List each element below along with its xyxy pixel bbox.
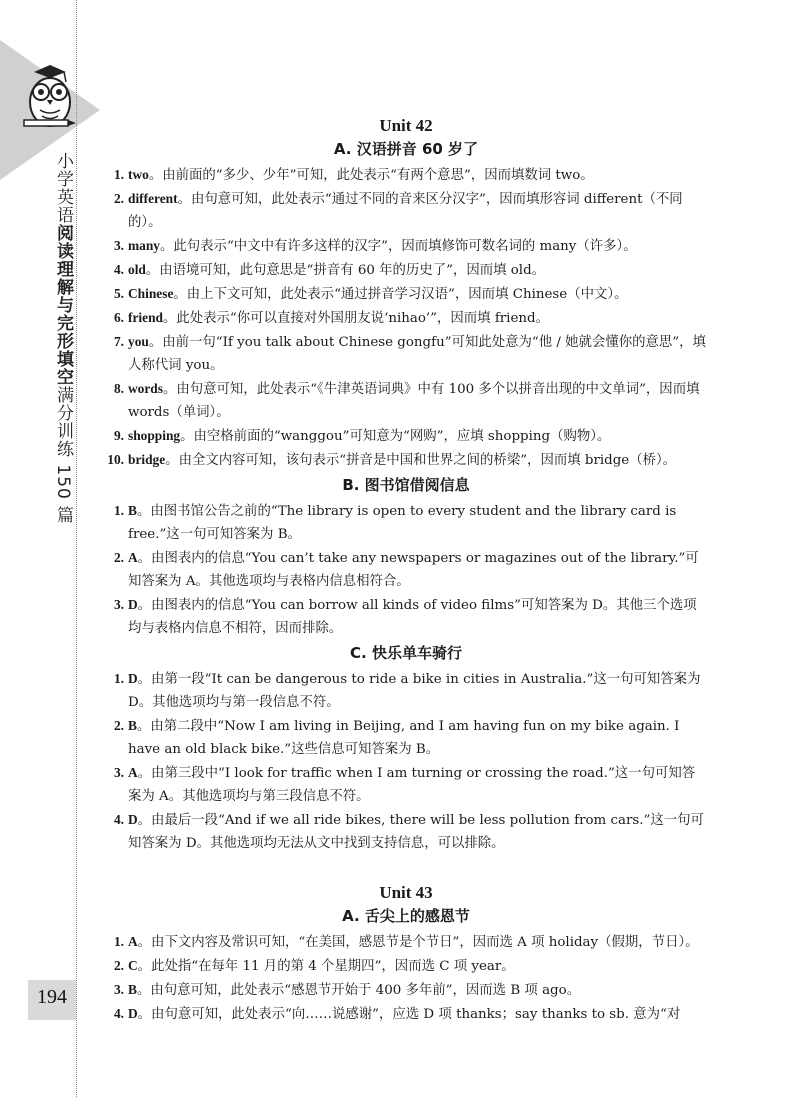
item-explanation: 。由图书馆公告之前的“The library is open to every student and the library card is free.”这一句可知答案为 B。 (128, 504, 677, 542)
item-answer: old (128, 262, 146, 277)
answer-item (104, 306, 708, 330)
item-number: 1. (113, 503, 124, 518)
unit-spacer (104, 855, 708, 877)
item-answer: D (128, 597, 138, 612)
section-title: A. 汉语拼音 60 岁了 (333, 140, 479, 158)
unit-title: Unit 43 (379, 883, 433, 902)
item-explanation: 。由句意可知，此处表示“向……说感谢”，应选 D 项 thanks；say thanks to sb. 意为“对 (137, 1007, 681, 1022)
item-explanation: 。由前面的“多少、少年”可知，此处表示“有两个意思”，因而填数词 two。 (148, 168, 594, 183)
item-answer: A (128, 550, 138, 565)
item-explanation: 。由第二段中“Now I am living in Beijing, and I am having fun on my bike again. I have an old black bike.”这些信息可知答案为 B。 (128, 719, 680, 757)
item-explanation: 。由最后一段“And if we all ride bikes, there will be less pollution from cars.”这一句可知答案为 D。其他选项均无法从文中找到支持信息，可以排除。 (128, 813, 704, 851)
item-explanation: 。由图表内的信息“You can borrow all kinds of video films”可知答案为 D。其他三个选项均与表格内信息不相符，因而排除。 (128, 598, 697, 636)
answer-item (104, 163, 708, 187)
answer-item (104, 424, 708, 448)
item-answer: D (128, 671, 138, 686)
section-title: B. 图书馆借阅信息 (342, 476, 470, 494)
item-number: 2. (113, 191, 124, 206)
item-number: 1. (113, 671, 124, 686)
owl-mascot-icon (20, 62, 80, 132)
item-answer: words (128, 381, 163, 396)
answer-item (104, 1002, 708, 1026)
item-answer: Chinese (128, 286, 174, 301)
item-explanation: 。由句意可知，此处表示“感恩节开始于 400 多年前”，因而选 B 项 ago。 (136, 983, 581, 998)
item-answer: C (128, 958, 138, 973)
answer-item (104, 330, 708, 377)
answer-item (104, 282, 708, 306)
answer-item (104, 448, 708, 472)
item-number: 2. (113, 718, 124, 733)
answer-item (104, 234, 708, 258)
item-number: 4. (113, 812, 124, 827)
answer-content (104, 110, 708, 1026)
item-answer: A (128, 934, 138, 949)
answer-item (104, 377, 708, 424)
item-explanation: 。由前一句“If you talk about Chinese gongfu”可知此处意为“他 / 她就会懂你的意思”，填人称代词 you。 (128, 335, 706, 373)
section-title: A. 舌尖上的感恩节 (342, 907, 470, 925)
item-answer: A (128, 765, 138, 780)
page-number: 194 (37, 986, 67, 1008)
item-explanation: 。此处表示“你可以直接对外国朋友说‘nihao’”，因而填 friend。 (162, 311, 549, 326)
item-explanation: 。由空格前面的“wanggou”可知意为“网购”，应填 shopping（购物）。 (180, 429, 611, 444)
item-number: 3. (113, 982, 124, 997)
item-explanation: 。由上下文可知，此处表示“通过拼音学习汉语”，因而填 Chinese（中文）。 (173, 287, 628, 302)
item-number: 2. (113, 958, 124, 973)
item-number: 1. (113, 167, 124, 182)
item-number: 4. (113, 1006, 124, 1021)
margin-dotted-line (76, 0, 77, 1097)
item-answer: B (128, 503, 137, 518)
item-explanation: 。由语境可知，此句意思是“拼音有 60 年的历史了”，因而填 old。 (145, 263, 546, 278)
item-explanation: 。由句意可知，此处表示“《牛津英语词典》中有 100 多个以拼音出现的中文单词”，因而填 words（单词）。 (128, 382, 700, 420)
section-title: C. 快乐单车骑行 (350, 644, 462, 662)
item-number: 3. (113, 238, 124, 253)
item-number: 5. (113, 286, 124, 301)
item-explanation: 。此句表示“中文中有许多这样的汉字”，因而填修饰可数名词的 many（许多）。 (160, 239, 637, 254)
book-title-bold: 阅读理解与完形填空 (53, 224, 73, 386)
item-answer: B (128, 982, 137, 997)
item-number: 1. (113, 934, 124, 949)
answer-item (104, 930, 708, 954)
item-number: 4. (113, 262, 124, 277)
item-answer: friend (128, 310, 163, 325)
book-title-vertical (52, 152, 74, 524)
item-explanation: 。此处指“在每年 11 月的第 4 个星期四”，因而选 C 项 year。 (137, 959, 515, 974)
answer-item (104, 499, 708, 546)
item-number: 3. (113, 765, 124, 780)
answer-item (104, 667, 708, 714)
answer-item (104, 808, 708, 855)
book-title-part1: 小学英语 (53, 152, 73, 224)
answer-item (104, 593, 708, 640)
item-answer: D (128, 812, 138, 827)
answer-item (104, 258, 708, 282)
item-number: 2. (113, 550, 124, 565)
unit-title: Unit 42 (379, 116, 433, 135)
item-answer: many (128, 238, 160, 253)
item-explanation: 。由第一段“It can be dangerous to ride a bike in cities in Australia.”这一句可知答案为 D。其他选项均与第一段信息不符。 (128, 672, 701, 710)
item-answer: shopping (128, 428, 181, 443)
item-answer: you (128, 334, 149, 349)
item-number: 8. (113, 381, 124, 396)
book-title-part2: 满分训练 150 篇 (53, 386, 73, 525)
answer-item (104, 714, 708, 761)
item-answer: B (128, 718, 137, 733)
item-explanation: 。由第三段中“I look for traffic when I am turning or crossing the road.”这一句可知答案为 A。其他选项均与第三段信息不符。 (128, 766, 696, 804)
item-answer: different (128, 191, 178, 206)
item-number: 3. (113, 597, 124, 612)
item-explanation: 。由全文内容可知，该句表示“拼音是中国和世界之间的桥梁”，因而填 bridge（桥）。 (165, 453, 677, 468)
item-number: 9. (113, 428, 124, 443)
item-number: 6. (113, 310, 124, 325)
answer-item (104, 187, 708, 234)
answer-item (104, 954, 708, 978)
answer-item (104, 761, 708, 808)
item-answer: two (128, 167, 149, 182)
item-explanation: 。由下文内容及常识可知，“在美国，感恩节是个节日”，因而选 A 项 holiday（假期，节日）。 (137, 935, 699, 950)
item-explanation: 。由图表内的信息“You can’t take any newspapers or magazines out of the library.”可知答案为 A。其他选项均与表格内信息相符合。 (128, 551, 699, 589)
item-number: 7. (113, 334, 124, 349)
item-answer: bridge (128, 452, 166, 467)
answer-item (104, 978, 708, 1002)
item-explanation: 。由句意可知，此处表示“通过不同的音来区分汉字”，因而填形容词 different（不同的）。 (128, 192, 683, 230)
answer-item (104, 546, 708, 593)
item-number: 10. (107, 452, 124, 467)
item-answer: D (128, 1006, 138, 1021)
